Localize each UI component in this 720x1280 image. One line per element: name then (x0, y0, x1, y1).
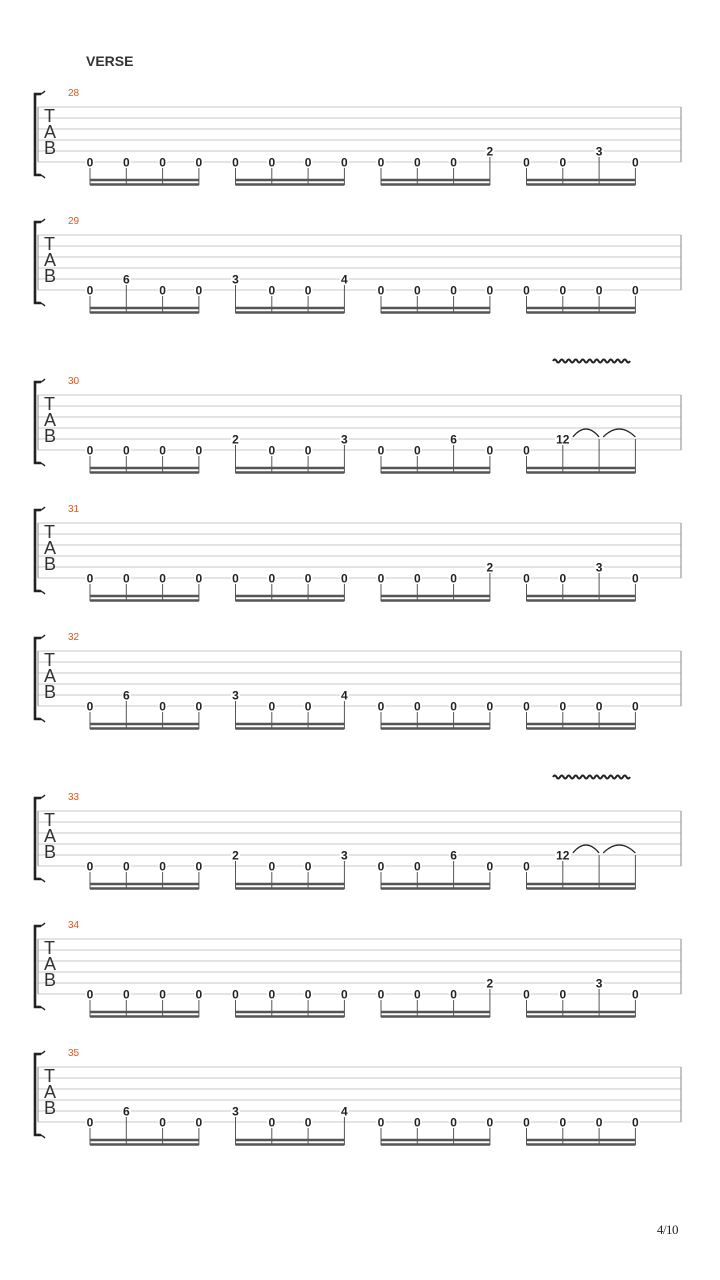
fret-number: 0 (195, 859, 203, 874)
fret-number: 0 (595, 283, 603, 298)
fret-number: 0 (486, 1115, 494, 1130)
tab-clef-letter: T (44, 394, 55, 414)
tab-clef-letter: B (44, 266, 57, 286)
fret-number: 0 (523, 155, 530, 170)
fret-number: 0 (195, 699, 203, 714)
fret-number: 2 (486, 560, 494, 575)
fret-number: 4 (341, 688, 348, 703)
fret-number: 0 (304, 443, 312, 458)
fret-number: 2 (232, 432, 239, 447)
fret-number: 0 (632, 987, 639, 1002)
fret-number: 6 (122, 688, 130, 703)
fret-number: 3 (232, 688, 239, 703)
fret-number: 0 (413, 283, 421, 298)
fret-number: 0 (486, 699, 494, 714)
measure-number: 31 (68, 504, 80, 515)
tab-clef-letter: T (44, 938, 55, 958)
fret-number: 0 (304, 283, 312, 298)
tab-clef-letter: B (44, 1098, 57, 1118)
fret-number: 3 (341, 848, 348, 863)
fret-number: 0 (523, 859, 530, 874)
fret-number: 0 (232, 987, 239, 1002)
fret-number: 0 (413, 443, 421, 458)
fret-number: 0 (122, 443, 130, 458)
fret-number: 0 (195, 571, 203, 586)
fret-number: 3 (341, 432, 348, 447)
fret-number: 0 (159, 699, 166, 714)
fret-number: 0 (86, 987, 94, 1002)
fret-number: 0 (595, 1115, 603, 1130)
fret-number: 12 (556, 848, 570, 863)
fret-number: 0 (304, 859, 312, 874)
fret-number: 0 (122, 155, 130, 170)
tab-clef-letter: T (44, 234, 55, 254)
fret-number: 0 (377, 283, 385, 298)
fret-number: 0 (450, 571, 457, 586)
fret-number: 0 (341, 155, 348, 170)
fret-number: 3 (595, 144, 603, 159)
fret-number: 0 (450, 987, 457, 1002)
fret-number: 2 (486, 144, 494, 159)
fret-number: 0 (559, 283, 567, 298)
tab-clef-letter: A (44, 1082, 57, 1102)
fret-number: 0 (413, 987, 421, 1002)
fret-number: 4 (341, 1104, 348, 1119)
fret-number: 0 (341, 571, 348, 586)
fret-number: 0 (632, 571, 639, 586)
fret-number: 0 (304, 155, 312, 170)
measure-number: 30 (68, 376, 80, 387)
fret-number: 0 (86, 859, 94, 874)
fret-number: 0 (304, 987, 312, 1002)
tab-clef-letter: T (44, 1066, 55, 1086)
fret-number: 6 (450, 432, 457, 447)
tab-clef-letter: A (44, 410, 57, 430)
fret-number: 0 (268, 699, 276, 714)
fret-number: 0 (159, 987, 166, 1002)
tab-system (35, 920, 681, 1017)
fret-number: 0 (268, 1115, 276, 1130)
fret-number: 0 (413, 699, 421, 714)
fret-number: 0 (523, 571, 530, 586)
fret-number: 0 (195, 1115, 203, 1130)
fret-number: 0 (632, 283, 639, 298)
vibrato-marking (553, 776, 630, 779)
fret-number: 0 (159, 443, 166, 458)
fret-number: 0 (122, 987, 130, 1002)
fret-number: 0 (450, 283, 457, 298)
fret-number: 0 (86, 155, 94, 170)
fret-number: 0 (86, 571, 94, 586)
fret-number: 0 (304, 1115, 312, 1130)
tie-arc (603, 845, 635, 853)
fret-number: 3 (595, 560, 603, 575)
tab-system (35, 216, 681, 313)
fret-number: 0 (159, 859, 166, 874)
fret-number: 0 (559, 699, 567, 714)
fret-number: 0 (195, 155, 203, 170)
fret-number: 0 (523, 1115, 530, 1130)
fret-number: 0 (523, 283, 530, 298)
fret-number: 0 (413, 155, 421, 170)
tab-clef-letter: A (44, 250, 57, 270)
tab-system (35, 504, 681, 601)
fret-number: 0 (268, 443, 276, 458)
fret-number: 0 (377, 571, 385, 586)
fret-number: 0 (377, 155, 385, 170)
fret-number: 0 (632, 1115, 639, 1130)
tie-arc (573, 429, 599, 437)
fret-number: 0 (450, 155, 457, 170)
fret-number: 0 (450, 699, 457, 714)
tab-clef-letter: T (44, 810, 55, 830)
tab-clef-letter: T (44, 106, 55, 126)
tab-clef-letter: A (44, 538, 57, 558)
fret-number: 0 (632, 155, 639, 170)
measure-number: 33 (68, 792, 80, 803)
fret-number: 6 (450, 848, 457, 863)
tab-system (35, 360, 681, 474)
fret-number: 0 (377, 699, 385, 714)
fret-number: 0 (232, 155, 239, 170)
fret-number: 0 (486, 283, 494, 298)
fret-number: 0 (304, 699, 312, 714)
fret-number: 3 (232, 272, 239, 287)
fret-number: 6 (122, 272, 130, 287)
measure-number: 32 (68, 632, 80, 643)
fret-number: 0 (341, 987, 348, 1002)
tab-clef-letter: T (44, 650, 55, 670)
tab-clef-letter: B (44, 682, 57, 702)
fret-number: 0 (413, 859, 421, 874)
fret-number: 4 (341, 272, 348, 287)
fret-number: 0 (377, 987, 385, 1002)
fret-number: 0 (268, 283, 276, 298)
tab-system (35, 88, 681, 185)
fret-number: 0 (450, 1115, 457, 1130)
fret-number: 0 (86, 443, 94, 458)
fret-number: 3 (232, 1104, 239, 1119)
fret-number: 0 (122, 571, 130, 586)
tab-clef-letter: T (44, 522, 55, 542)
fret-number: 2 (486, 976, 494, 991)
fret-number: 0 (523, 987, 530, 1002)
tab-clef-letter: B (44, 842, 57, 862)
fret-number: 0 (268, 571, 276, 586)
fret-number: 0 (523, 699, 530, 714)
tab-clef-letter: A (44, 666, 57, 686)
fret-number: 0 (86, 1115, 94, 1130)
tab-system (35, 632, 681, 729)
fret-number: 0 (559, 155, 567, 170)
fret-number: 0 (159, 571, 166, 586)
fret-number: 0 (523, 443, 530, 458)
fret-number: 0 (559, 1115, 567, 1130)
measure-number: 29 (68, 216, 80, 227)
tab-clef-letter: A (44, 122, 57, 142)
tab-clef-letter: B (44, 138, 57, 158)
tab-system (35, 776, 681, 890)
measure-number: 34 (68, 920, 80, 931)
fret-number: 0 (559, 571, 567, 586)
fret-number: 0 (413, 571, 421, 586)
fret-number: 0 (377, 859, 385, 874)
fret-number: 12 (556, 432, 570, 447)
vibrato-marking (553, 360, 630, 363)
measure-number: 28 (68, 88, 80, 99)
fret-number: 0 (159, 1115, 166, 1130)
fret-number: 0 (86, 283, 94, 298)
tab-system (35, 1048, 681, 1145)
fret-number: 0 (486, 443, 494, 458)
tab-clef-letter: A (44, 826, 57, 846)
tab-clef-letter: B (44, 970, 57, 990)
fret-number: 0 (268, 987, 276, 1002)
fret-number: 0 (268, 155, 276, 170)
fret-number: 0 (122, 859, 130, 874)
fret-number: 6 (122, 1104, 130, 1119)
fret-number: 0 (232, 571, 239, 586)
tie-arc (603, 429, 635, 437)
fret-number: 0 (377, 1115, 385, 1130)
fret-number: 0 (195, 987, 203, 1002)
fret-number: 0 (304, 571, 312, 586)
fret-number: 3 (595, 976, 603, 991)
fret-number: 0 (195, 443, 203, 458)
tab-clef-letter: B (44, 426, 57, 446)
fret-number: 0 (486, 859, 494, 874)
fret-number: 0 (159, 155, 166, 170)
measure-number: 35 (68, 1048, 80, 1059)
fret-number: 0 (195, 283, 203, 298)
fret-number: 0 (632, 699, 639, 714)
fret-number: 2 (232, 848, 239, 863)
fret-number: 0 (559, 987, 567, 1002)
tie-arc (573, 845, 599, 853)
fret-number: 0 (595, 699, 603, 714)
tab-clef-letter: B (44, 554, 57, 574)
fret-number: 0 (413, 1115, 421, 1130)
fret-number: 0 (268, 859, 276, 874)
page-number: 4/10 (656, 1222, 678, 1237)
tab-clef-letter: A (44, 954, 57, 974)
fret-number: 0 (159, 283, 166, 298)
fret-number: 0 (377, 443, 385, 458)
fret-number: 0 (86, 699, 94, 714)
section-label: VERSE (86, 53, 134, 69)
